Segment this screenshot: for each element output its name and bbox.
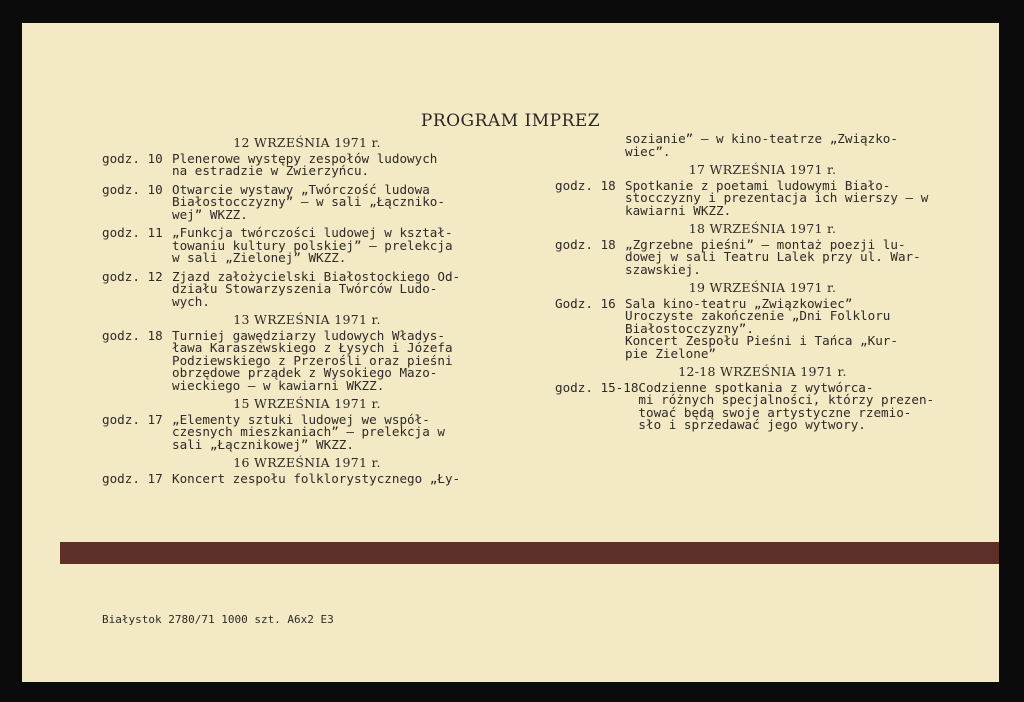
description-line: tować będą swoje artystyczne rzemio- bbox=[638, 404, 912, 420]
event-entry bbox=[102, 470, 512, 486]
event-description bbox=[172, 181, 512, 222]
event-entry bbox=[102, 268, 512, 309]
event-description bbox=[172, 150, 512, 178]
description-line: „Zgrzebne pieśni” — montaż poezji lu- bbox=[625, 236, 906, 252]
description-line: kawiarni WKZZ. bbox=[625, 202, 732, 218]
description-line: wej” WKZZ. bbox=[172, 206, 248, 222]
description-line: Białostocczyzny”. bbox=[625, 320, 754, 336]
event-description bbox=[638, 379, 970, 432]
description-line: ława Karaszewskiego z Łysych i Józefa bbox=[172, 340, 453, 355]
event-time: godz. 18 bbox=[555, 177, 616, 193]
event-description bbox=[172, 327, 512, 393]
event-description bbox=[172, 411, 512, 452]
description-line: Koncert zespołu folklorystycznego „Ły- bbox=[172, 470, 461, 486]
description-line: pie Zielone” bbox=[625, 345, 716, 361]
event-entry bbox=[555, 379, 970, 432]
event-entry bbox=[102, 411, 512, 452]
event-description bbox=[555, 133, 970, 158]
description-line: Koncert Zespołu Pieśni i Tańca „Kur- bbox=[625, 333, 898, 348]
event-time: Godz. 16 bbox=[555, 295, 616, 311]
description-line: „Funkcja twórczości ludowej w kształ- bbox=[172, 225, 453, 240]
right-column bbox=[555, 133, 970, 438]
description-line: czesnych mieszkaniach” — prelekcja w bbox=[172, 424, 445, 439]
description-line: Turniej gawędziarzy ludowych Władys- bbox=[172, 327, 445, 343]
date-heading: 17 WRZEŚNIA 1971 r. bbox=[688, 162, 837, 177]
event-description bbox=[625, 236, 970, 277]
description-line: Podziewskiego z Przerośli oraz pieśni bbox=[172, 352, 453, 368]
description-line: Uroczyste zakończenie „Dni Folkloru bbox=[625, 308, 891, 323]
description-line: „Elementy sztuki ludowej we współ- bbox=[172, 411, 430, 427]
event-time: godz. 15-18 bbox=[555, 379, 639, 395]
description-line: Codzienne spotkania z wytwórca- bbox=[638, 379, 874, 395]
date-heading: 12-18 WRZEŚNIA 1971 r. bbox=[678, 364, 847, 379]
description-line: Otwarcie wystawy „Twórczość ludowa bbox=[172, 181, 430, 197]
description-line: sali „Łącznikowej” WKZZ. bbox=[172, 436, 354, 452]
description-line: Sala kino-teatru „Związkowiec” bbox=[625, 295, 853, 311]
event-time: godz. 12 bbox=[102, 268, 163, 284]
event-entry bbox=[555, 236, 970, 277]
description-line: wieckiego — w kawiarni WKZZ. bbox=[172, 377, 385, 393]
description-line: na estradzie w Zwierzyńcu. bbox=[172, 163, 370, 178]
event-time: godz. 17 bbox=[102, 470, 163, 486]
event-entry bbox=[555, 295, 970, 361]
left-column bbox=[102, 133, 512, 491]
description-line: w sali „Zielonej” WKZZ. bbox=[172, 250, 347, 265]
event-time: godz. 10 bbox=[102, 181, 163, 197]
decorative-bar bbox=[60, 542, 999, 564]
page-title: PROGRAM IMPREZ bbox=[420, 111, 601, 131]
date-heading: 15 WRZEŚNIA 1971 r. bbox=[233, 396, 381, 411]
event-description bbox=[625, 177, 970, 218]
date-heading: 19 WRZEŚNIA 1971 r. bbox=[688, 280, 837, 295]
date-heading: 18 WRZEŚNIA 1971 r. bbox=[688, 221, 837, 236]
event-time: godz. 18 bbox=[555, 236, 616, 252]
description-line: Plenerowe występy zespołów ludowych bbox=[172, 150, 438, 166]
description-line: stocczyzny i prezentacja ich wierszy — w bbox=[625, 190, 929, 205]
description-line: dowej w sali Teatru Lalek przy ul. War- bbox=[625, 249, 921, 264]
event-entry bbox=[102, 227, 512, 265]
print-footer: Białystok 2780/71 1000 szt. A6x2 E3 bbox=[102, 613, 334, 626]
description-line: sozianie” — w kino-teatrze „Związko- bbox=[625, 131, 898, 146]
description-line: Zjazd założycielski Białostockiego Od- bbox=[172, 268, 461, 284]
event-entry bbox=[555, 133, 970, 158]
event-description bbox=[172, 470, 512, 486]
program-card bbox=[22, 23, 999, 682]
event-time: godz. 17 bbox=[102, 411, 163, 427]
date-heading: 13 WRZEŚNIA 1971 r. bbox=[233, 312, 381, 327]
event-entry bbox=[102, 327, 512, 393]
description-line: wych. bbox=[172, 293, 210, 309]
event-description bbox=[172, 268, 512, 309]
description-line: wiec”. bbox=[625, 143, 671, 159]
event-time: godz. 10 bbox=[102, 150, 163, 166]
description-line: Białostocczyzny” — w sali „Łączniko- bbox=[172, 194, 445, 209]
event-description bbox=[172, 227, 512, 265]
event-time: godz. 18 bbox=[102, 327, 163, 343]
description-line: towaniu kultury polskiej” — prelekcja bbox=[172, 237, 453, 253]
description-line: działu Stowarzyszenia Twórców Ludo- bbox=[172, 281, 438, 296]
event-description bbox=[625, 295, 970, 361]
event-entry bbox=[102, 150, 512, 178]
event-entry bbox=[102, 181, 512, 222]
date-heading: 12 WRZEŚNIA 1971 r. bbox=[233, 135, 381, 150]
description-line: obrzędowe prządek z Wysokiego Mazo- bbox=[172, 365, 438, 380]
date-heading: 16 WRZEŚNIA 1971 r. bbox=[233, 455, 381, 470]
description-line: szawskiej. bbox=[625, 261, 701, 277]
event-time: godz. 11 bbox=[102, 225, 163, 240]
event-entry bbox=[555, 177, 970, 218]
description-line: Spotkanie z poetami ludowymi Biało- bbox=[625, 177, 891, 193]
description-line: sło i sprzedawać jego wytwory. bbox=[638, 417, 866, 432]
description-line: mi różnych specjalności, którzy prezen- bbox=[638, 392, 935, 407]
